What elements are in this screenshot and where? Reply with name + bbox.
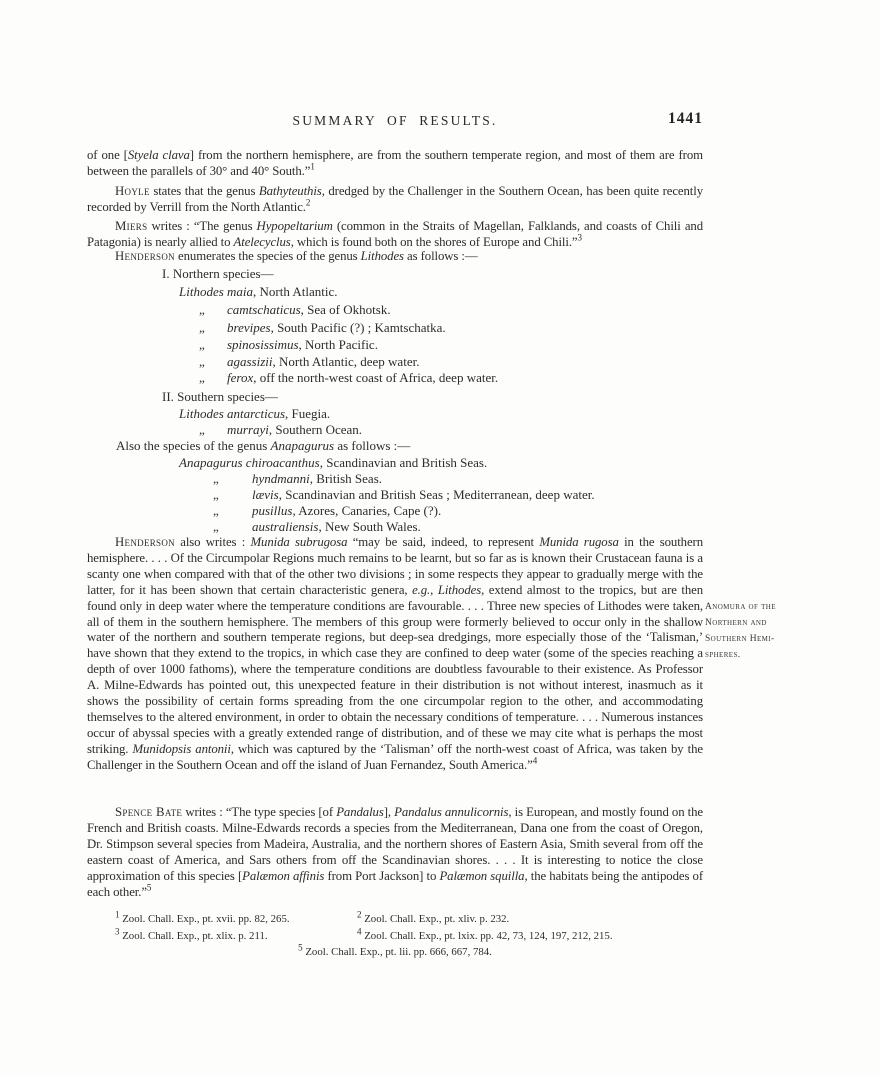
- taxon-name: lævis: [252, 487, 279, 502]
- text-run: , South Pacific (?) ; Kamtschatka.: [270, 320, 446, 335]
- margin-note-line: Northern and: [705, 618, 767, 628]
- ditto-mark: „: [199, 354, 205, 369]
- paragraph-spence-bate: [87, 805, 703, 900]
- ditto-mark: „: [199, 320, 205, 335]
- text-run: in the southern hemisphere. . . . Of the Circumpolar Regions much remains to be learnt, but so far as is known their Crustacean fauna is a scanty one when compared with that of the other two divisions ; in some respects they appear to gradually merge with the latter, for it has been shown that certain characteristic genera,: [87, 535, 704, 597]
- author-name: Miers: [115, 219, 148, 233]
- paragraph-henderson-enumerates: [87, 249, 703, 265]
- text-run: writes : “The type species [of: [182, 805, 337, 819]
- ditto-mark: „: [199, 370, 205, 385]
- footnote-ref: 5: [146, 882, 152, 893]
- text-run: ] from the northern hemisphere, are from the southern temperate region, and most of them are from between the parallels of 30° and 40° South.”: [87, 148, 703, 178]
- taxon-name: Lithodes: [437, 582, 482, 597]
- ditto-mark: „: [213, 471, 219, 486]
- taxon-name: Munida subrugosa: [250, 535, 348, 549]
- text-run: from Port Jackson] to: [324, 868, 440, 883]
- footnote: $^5$ Zool. Chall. Exp., pt. lii. pp. 666, 667, 784.: [298, 942, 492, 958]
- text-run: “may be said, indeed, to represent: [347, 535, 540, 549]
- ditto-mark: „: [213, 503, 219, 518]
- running-header: [87, 112, 703, 129]
- ditto-mark: „: [199, 337, 205, 352]
- footnote-marker: 5: [298, 942, 303, 953]
- footnote-marker: 4: [357, 925, 362, 936]
- text-run: states that the genus: [149, 184, 259, 198]
- footnote: $^2$ Zool. Chall. Exp., pt. xliv. p. 232.: [357, 909, 510, 925]
- text-run: ],: [383, 805, 395, 819]
- taxon-name: Styela clava: [127, 148, 190, 162]
- species-list-item: [162, 389, 278, 405]
- text-run: , dredged by the Challenger in the Southern Ocean, has been quite recently recorded by Verrill from the North Atlantic.: [87, 184, 703, 214]
- text-run: , extend almost to the tropics, but are then found only in deep water where the temperature conditions are favourable. . . . Three new species of Lithodes were taken, all of them in the southern hemisphere. The members of this group were formerly believed to occur only in the shallow water of the northern and southern temperate regions, but deep-sea dredgings, more especially those of the ‘Talisman,’ have shown that they extend to the tropics, in which case they are confined to deep water (some of the species reaching a depth of over 1000 fathoms), where the temperature conditions are doubtless favourable to their existence. As Professor A. Milne-Edwards has pointed out, this unexpected feature in their distribution is not without interest, inasmuch as it shows the possibility of certain forms spreading from the one circumpolar region to the other, and accommodating themselves to the altered environment, in order to obtain the necessary conditions of temperature. . . . Numerous instances occur of abyssal species with a greatly extended range of distribution, and of these we may cite what is perhaps the most striking.: [87, 582, 703, 756]
- footnote-marker: 3: [115, 925, 120, 936]
- text-run: , North Atlantic.: [253, 284, 338, 299]
- footnote: $^1$ Zool. Chall. Exp., pt. xvii. pp. 82, 265.: [115, 909, 290, 925]
- text-run: also writes :: [174, 535, 251, 549]
- margin-note: [705, 599, 801, 663]
- species-list-item: [199, 320, 446, 336]
- text-run: , North Atlantic, deep water.: [272, 354, 420, 369]
- text-run: as follows :—: [334, 438, 411, 453]
- taxon-name: brevipes: [227, 320, 271, 335]
- taxon-name: Lithodes antarcticus: [179, 406, 286, 421]
- text-run: enumerates the species of the genus: [174, 249, 361, 263]
- footnote-row: [87, 925, 703, 945]
- footnote-row: [87, 911, 703, 928]
- species-list-item: [179, 406, 330, 422]
- taxon-name: agassizii: [227, 354, 273, 369]
- footnote-ref: 1: [310, 161, 315, 172]
- species-list-item: [199, 370, 498, 386]
- page-header-title: SUMMARY OF RESULTS.: [292, 113, 498, 128]
- species-list-item: [199, 302, 391, 318]
- margin-note-line: Southern Hemi-: [705, 634, 775, 644]
- author-name: Henderson: [115, 535, 175, 549]
- text-run: II. Southern species—: [162, 389, 278, 404]
- text-run: , Sea of Okhotsk.: [300, 302, 391, 317]
- text-run: as follows :—: [403, 249, 478, 263]
- ditto-mark: „: [199, 422, 205, 437]
- species-list-item: [199, 337, 378, 353]
- taxon-name: Palæmon affinis: [242, 868, 325, 883]
- author-name: Hoyle: [115, 184, 150, 198]
- text-run: , Azores, Canaries, Cape (?).: [292, 503, 442, 518]
- taxon-name: Pandalus annulicornis: [394, 805, 509, 819]
- species-list-item: [179, 284, 338, 300]
- taxon-name: Palæmon squilla: [439, 868, 525, 883]
- footnote-ref: 3: [577, 232, 582, 243]
- text-run: , which is found both on the shores of Europe and Chili.”: [290, 234, 578, 249]
- taxon-name: Atelecyclus: [233, 234, 291, 249]
- text-run: Also the species of the genus: [116, 438, 271, 453]
- text-run: writes : “The genus: [147, 219, 257, 233]
- paragraph-hoyle: [87, 184, 703, 215]
- species-list-item: [199, 422, 362, 438]
- paragraph-henderson-quote: [87, 535, 703, 774]
- taxon-name: pusillus: [252, 503, 293, 518]
- taxon-name: spinosissimus: [227, 337, 299, 352]
- species-list-item: [179, 455, 487, 471]
- species-list-item: [162, 266, 274, 282]
- text-run: , Scandinavian and British Seas.: [319, 455, 488, 470]
- text-run: , New South Wales.: [318, 519, 421, 534]
- text-run: , Southern Ocean.: [268, 422, 363, 437]
- text-run: I. Northern species—: [162, 266, 274, 281]
- page-number: 1441: [668, 110, 703, 127]
- taxon-name: Bathyteuthis: [258, 184, 322, 198]
- text-run: , Fuegia.: [285, 406, 331, 421]
- taxon-name: Hypopeltarium: [256, 219, 333, 233]
- author-name: Spence Bate: [115, 805, 183, 819]
- ditto-mark: „: [199, 302, 205, 317]
- footnote: $^4$ Zool. Chall. Exp., pt. lxix. pp. 42, 73, 124, 197, 212, 215.: [357, 925, 613, 942]
- species-list-item: [213, 487, 595, 503]
- taxon-name: Pandalus: [336, 805, 384, 819]
- ditto-mark: „: [213, 487, 219, 502]
- species-list-item: [213, 471, 382, 487]
- footnote-marker: 1: [115, 909, 120, 920]
- taxon-name: Lithodes maia: [179, 284, 254, 299]
- margin-note-line: Anomura of the: [705, 602, 776, 612]
- paragraph-miers: [87, 219, 703, 250]
- text-run: , is European, and mostly found on the French and British coasts. Milne-Edwards records a species from the Mediterranean, Dana one from the coast of Oregon, Dr. Stimpson several species from Madeira, Australia, and the northern shores of Eastern Asia, Smith several from off the eastern coast of America, and Sars others from off the Scandinavian shores. . . . It is interesting to notice the close approximation of this species [: [87, 805, 704, 883]
- taxon-name: Anapagurus: [270, 438, 335, 453]
- footnote-ref: 2: [305, 197, 311, 208]
- taxon-name: camtschaticus: [227, 302, 301, 317]
- taxon-name: Anapagurus chiroacanthus: [179, 455, 320, 470]
- text-run: of one [: [87, 148, 128, 162]
- footnotes: [87, 911, 703, 961]
- footnote-ref: 4: [532, 755, 538, 766]
- species-list-item: [199, 354, 419, 370]
- text-run: , Scandinavian and British Seas ; Mediterranean, deep water.: [278, 487, 595, 502]
- text-run: , the habitats being the antipodes of each other.”: [87, 868, 703, 899]
- text-run: ,: [430, 582, 438, 597]
- text-run: , British Seas.: [309, 471, 383, 486]
- margin-note-line: spheres.: [705, 650, 741, 660]
- paragraph-styela-continuation: [87, 148, 703, 179]
- text-run: (common in the Straits of Magellan, Falklands, and coasts of Chili and Patagonia) is nearly allied to: [87, 219, 703, 249]
- taxon-name: Munida rugosa: [539, 535, 619, 549]
- footnote-row: [87, 944, 703, 961]
- taxon-name: e.g.: [412, 582, 431, 597]
- text-run: , off the north-west coast of Africa, deep water.: [253, 370, 499, 385]
- species-list-item: [213, 519, 421, 535]
- taxon-name: murrayi: [227, 422, 269, 437]
- text-run: , which was captured by the ‘Talisman’ off the north-west coast of Africa, was taken by the Challenger in the Southern Ocean and off the island of Juan Fernandez, South America.”: [87, 741, 703, 772]
- species-list-item: [116, 438, 410, 454]
- taxon-name: ferox: [227, 370, 254, 385]
- text-run: , North Pacific.: [298, 337, 378, 352]
- taxon-name: australiensis: [252, 519, 319, 534]
- taxon-name: Munidopsis antonii: [132, 741, 231, 756]
- ditto-mark: „: [213, 519, 219, 534]
- species-list-item: [213, 503, 441, 519]
- taxon-name: Lithodes: [360, 249, 404, 263]
- taxon-name: hyndmanni: [252, 471, 310, 486]
- footnote-marker: 2: [357, 909, 362, 920]
- footnote: $^3$ Zool. Chall. Exp., pt. xlix. p. 211.: [115, 925, 268, 942]
- author-name: Henderson: [115, 249, 175, 263]
